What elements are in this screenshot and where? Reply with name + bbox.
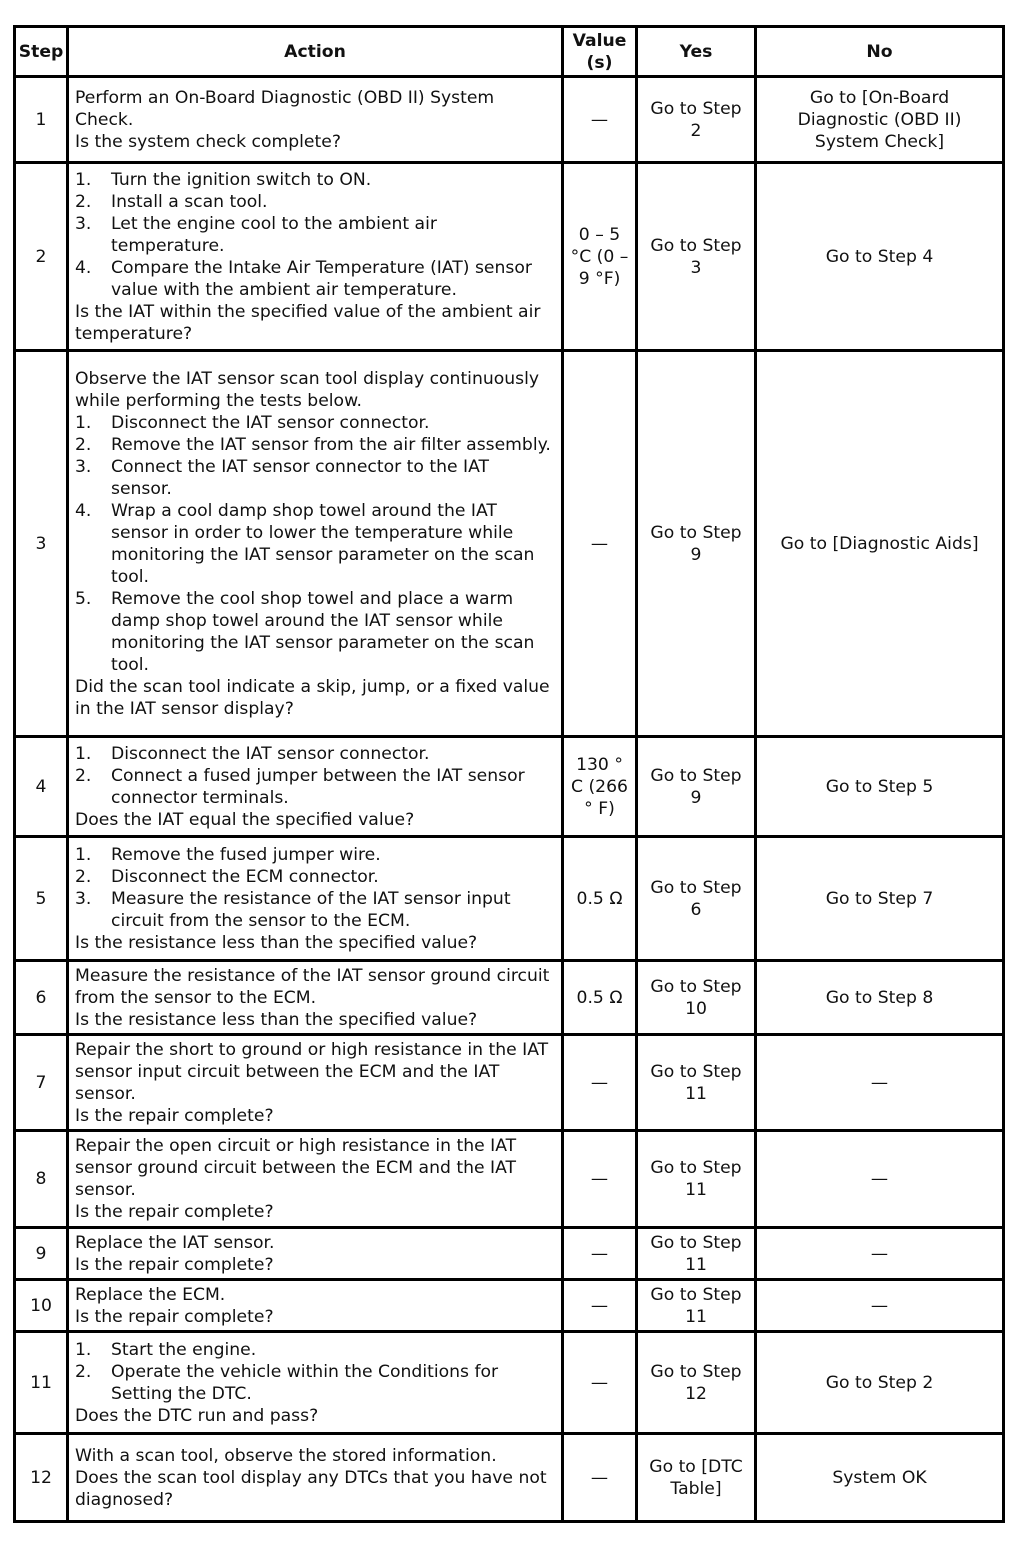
action-step-number: 2. — [75, 434, 92, 455]
no-cell: — — [756, 1280, 1004, 1332]
action-step-item — [75, 866, 555, 888]
no-cell: Go to Step 4 — [756, 163, 1004, 351]
action-cell — [68, 837, 563, 961]
action-cell — [68, 163, 563, 351]
action-step-number: 3. — [75, 888, 92, 909]
action-step-number: 2. — [75, 765, 92, 786]
action-step-number: 1. — [75, 412, 92, 433]
action-step-text: Disconnect the IAT sensor connector. — [111, 412, 430, 433]
action-intro: Repair the open circuit or high resistance in the IAT sensor ground circuit between the ECM and the IAT sensor. — [75, 1136, 517, 1200]
action-step-text: Install a scan tool. — [111, 191, 268, 212]
yes-cell: Go to Step 11 — [637, 1228, 756, 1280]
yes-cell: Go to Step 10 — [637, 961, 756, 1035]
no-cell: — — [756, 1131, 1004, 1228]
action-step-text: Remove the cool shop towel and place a warm damp shop towel around the IAT sensor while monitoring the IAT sensor parameter on the scan tool. — [111, 588, 535, 675]
action-step-item — [75, 765, 555, 809]
action-step-text: Disconnect the IAT sensor connector. — [111, 743, 430, 764]
action-step-item — [75, 257, 555, 301]
step-number: 10 — [15, 1280, 68, 1332]
value-cell: 0.5 Ω — [563, 961, 637, 1035]
diagnostic-table — [13, 25, 1005, 1523]
value-cell: — — [563, 351, 637, 737]
yes-cell: Go to Step 12 — [637, 1332, 756, 1434]
action-question: Is the repair complete? — [75, 1254, 274, 1275]
action-steps — [75, 169, 555, 301]
yes-cell: Go to Step 6 — [637, 837, 756, 961]
table-row — [15, 961, 1004, 1035]
action-question: Is the repair complete? — [75, 1105, 274, 1126]
action-intro: Observe the IAT sensor scan tool display continuously while performing the tests below. — [75, 368, 540, 411]
yes-cell: Go to Step 9 — [637, 737, 756, 837]
action-question: Is the system check complete? — [75, 131, 341, 152]
step-number: 8 — [15, 1131, 68, 1228]
step-number: 12 — [15, 1434, 68, 1522]
action-step-text: Turn the ignition switch to ON. — [111, 169, 372, 190]
value-cell: 130 ° C (266 ° F) — [563, 737, 637, 837]
action-step-item — [75, 213, 555, 257]
step-number: 2 — [15, 163, 68, 351]
action-step-text: Start the engine. — [111, 1339, 257, 1360]
table-body — [15, 77, 1004, 1522]
step-number: 1 — [15, 77, 68, 163]
action-step-text: Connect the IAT sensor connector to the IAT sensor. — [111, 456, 490, 499]
action-cell — [68, 77, 563, 163]
action-step-number: 1. — [75, 743, 92, 764]
action-cell — [68, 1280, 563, 1332]
header-action: Action — [68, 27, 563, 77]
value-cell: — — [563, 1035, 637, 1131]
no-cell: System OK — [756, 1434, 1004, 1522]
action-step-text: Connect a fused jumper between the IAT sensor connector terminals. — [111, 765, 525, 808]
no-cell: Go to [Diagnostic Aids] — [756, 351, 1004, 737]
action-step-number: 4. — [75, 500, 92, 521]
step-number: 5 — [15, 837, 68, 961]
action-steps — [75, 743, 555, 809]
action-step-number: 2. — [75, 1361, 92, 1382]
action-intro: Repair the short to ground or high resistance in the IAT sensor input circuit between the ECM and the IAT sensor. — [75, 1039, 549, 1104]
table-row — [15, 351, 1004, 737]
action-steps — [75, 844, 555, 932]
action-step-text: Measure the resistance of the IAT sensor input circuit from the sensor to the ECM. — [111, 888, 511, 931]
action-question: Does the scan tool display any DTCs that you have not diagnosed? — [75, 1467, 547, 1510]
action-step-text: Operate the vehicle within the Conditions for Setting the DTC. — [111, 1361, 499, 1404]
action-step-item — [75, 456, 555, 500]
value-cell: 0.5 Ω — [563, 837, 637, 961]
table-row — [15, 1228, 1004, 1280]
action-intro: Measure the resistance of the IAT sensor ground circuit from the sensor to the ECM. — [75, 965, 550, 1008]
header-yes: Yes — [637, 27, 756, 77]
table-row — [15, 837, 1004, 961]
action-steps — [75, 1339, 555, 1405]
action-question: Is the IAT within the specified value of the ambient air temperature? — [75, 301, 541, 344]
action-step-item — [75, 191, 555, 213]
step-number: 4 — [15, 737, 68, 837]
yes-cell: Go to [DTC Table] — [637, 1434, 756, 1522]
action-step-number: 4. — [75, 257, 92, 278]
action-question: Is the repair complete? — [75, 1306, 274, 1327]
action-question: Is the repair complete? — [75, 1202, 274, 1222]
action-step-item — [75, 743, 555, 765]
no-cell: Go to Step 8 — [756, 961, 1004, 1035]
no-cell: Go to Step 7 — [756, 837, 1004, 961]
action-step-number: 1. — [75, 844, 92, 865]
action-intro: Replace the IAT sensor. — [75, 1232, 275, 1253]
action-step-number: 3. — [75, 456, 92, 477]
yes-cell: Go to Step 9 — [637, 351, 756, 737]
action-step-number: 1. — [75, 169, 92, 190]
action-step-item — [75, 888, 555, 932]
action-cell — [68, 737, 563, 837]
action-step-text: Remove the IAT sensor from the air filter assembly. — [111, 434, 551, 455]
table-row — [15, 1434, 1004, 1522]
action-step-number: 3. — [75, 213, 92, 234]
no-cell: — — [756, 1228, 1004, 1280]
value-cell: — — [563, 1280, 637, 1332]
yes-cell: Go to Step 11 — [637, 1280, 756, 1332]
action-cell — [68, 1434, 563, 1522]
value-cell: — — [563, 77, 637, 163]
table-row — [15, 77, 1004, 163]
action-question: Is the resistance less than the specified value? — [75, 932, 478, 953]
action-step-number: 2. — [75, 866, 92, 887]
action-step-item — [75, 412, 555, 434]
action-question: Does the IAT equal the specified value? — [75, 809, 415, 830]
step-number: 3 — [15, 351, 68, 737]
action-intro: Replace the ECM. — [75, 1284, 226, 1305]
value-cell: 0 – 5 °C (0 – 9 °F) — [563, 163, 637, 351]
action-cell — [68, 1131, 563, 1228]
action-cell — [68, 961, 563, 1035]
no-cell: — — [756, 1035, 1004, 1131]
value-cell: — — [563, 1332, 637, 1434]
yes-cell: Go to Step 3 — [637, 163, 756, 351]
yes-cell: Go to Step 11 — [637, 1035, 756, 1131]
action-step-item — [75, 588, 555, 676]
header-step: Step — [15, 27, 68, 77]
action-cell — [68, 1332, 563, 1434]
action-step-item — [75, 1361, 555, 1405]
table-row — [15, 1280, 1004, 1332]
action-step-text: Let the engine cool to the ambient air temperature. — [111, 213, 437, 256]
action-question: Is the resistance less than the specified value? — [75, 1009, 478, 1030]
step-number: 7 — [15, 1035, 68, 1131]
value-cell: — — [563, 1228, 637, 1280]
step-number: 11 — [15, 1332, 68, 1434]
action-step-number: 5. — [75, 588, 92, 609]
action-intro: Perform an On-Board Diagnostic (OBD II) System Check. — [75, 87, 495, 130]
action-question: Did the scan tool indicate a skip, jump, or a fixed value in the IAT sensor display? — [75, 676, 550, 719]
action-step-number: 2. — [75, 191, 92, 212]
action-cell — [68, 1035, 563, 1131]
table-row — [15, 1332, 1004, 1434]
action-step-item — [75, 169, 555, 191]
step-number: 6 — [15, 961, 68, 1035]
yes-cell: Go to Step 2 — [637, 77, 756, 163]
action-step-item — [75, 1339, 555, 1361]
yes-cell: Go to Step 11 — [637, 1131, 756, 1228]
header-value: Value (s) — [563, 27, 637, 77]
table-row — [15, 1035, 1004, 1131]
action-question: Does the DTC run and pass? — [75, 1405, 319, 1426]
action-step-item — [75, 500, 555, 588]
table-row — [15, 737, 1004, 837]
no-cell: Go to Step 2 — [756, 1332, 1004, 1434]
action-step-number: 1. — [75, 1339, 92, 1360]
action-step-item — [75, 844, 555, 866]
no-cell: Go to [On-Board Diagnostic (OBD II) System Check] — [756, 77, 1004, 163]
header-no: No — [756, 27, 1004, 77]
action-step-text: Wrap a cool damp shop towel around the IAT sensor in order to lower the temperature while monitoring the IAT sensor parameter on the scan tool. — [111, 500, 535, 587]
action-step-text: Disconnect the ECM connector. — [111, 866, 379, 887]
no-cell: Go to Step 5 — [756, 737, 1004, 837]
action-step-text: Remove the fused jumper wire. — [111, 844, 381, 865]
action-cell — [68, 1228, 563, 1280]
header-row — [15, 27, 1004, 77]
action-step-text: Compare the Intake Air Temperature (IAT) sensor value with the ambient air temperature. — [111, 257, 532, 300]
table-row — [15, 163, 1004, 351]
step-number: 9 — [15, 1228, 68, 1280]
action-intro: With a scan tool, observe the stored information. — [75, 1445, 497, 1466]
action-step-item — [75, 434, 555, 456]
value-cell: — — [563, 1434, 637, 1522]
action-steps — [75, 412, 555, 676]
value-cell: — — [563, 1131, 637, 1228]
table-row — [15, 1131, 1004, 1228]
action-cell — [68, 351, 563, 737]
